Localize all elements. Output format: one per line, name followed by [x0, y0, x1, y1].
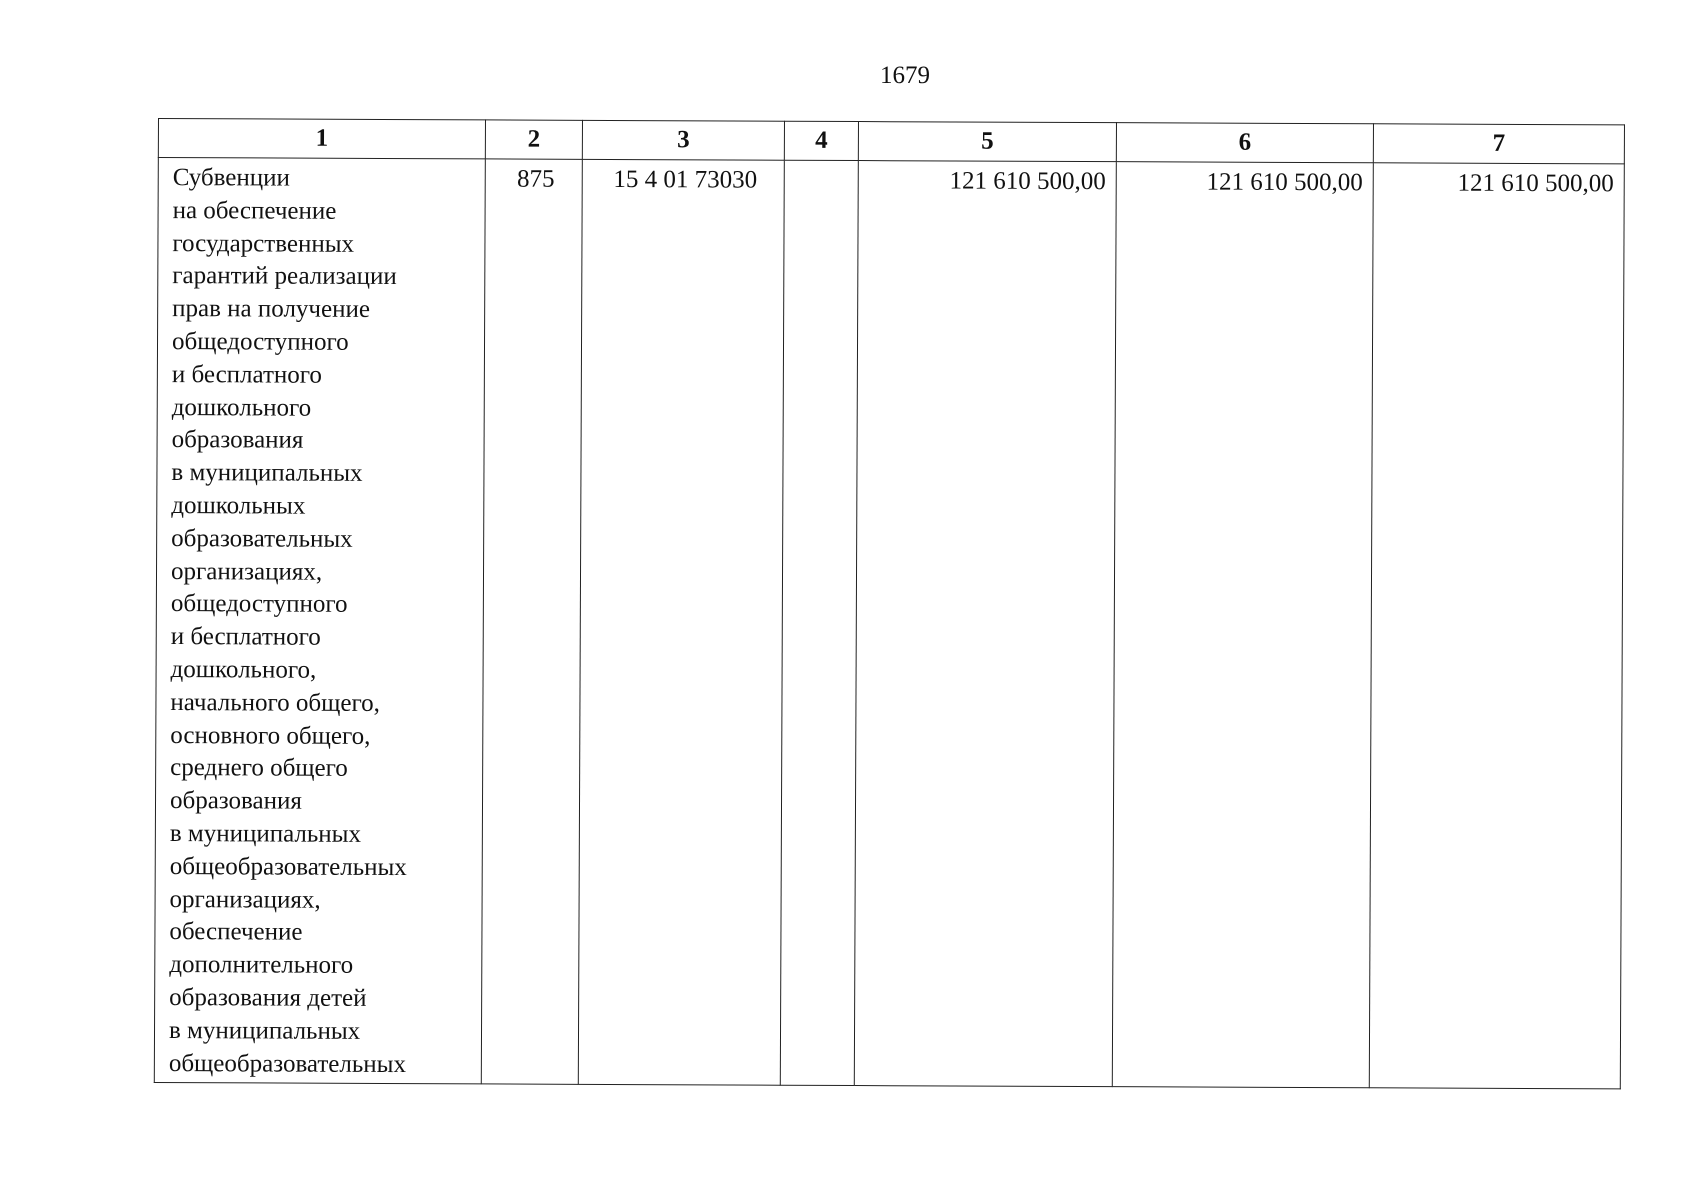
admin-code-cell: 875	[481, 159, 582, 1084]
header-col-5: 5	[858, 122, 1116, 162]
name-line: образовательных	[171, 524, 353, 553]
name-line: обеспечение	[169, 918, 303, 946]
name-line: дошкольного	[171, 393, 312, 422]
name-line: государственных	[172, 229, 355, 258]
amount-2-cell: 121 610 500,00	[1112, 162, 1373, 1088]
table-row	[154, 158, 1624, 1089]
amount-3-cell: 121 610 500,00	[1369, 163, 1624, 1089]
name-line: дошкольного,	[170, 656, 317, 684]
page-number: 1679	[880, 62, 930, 89]
name-line: в муниципальных	[169, 819, 362, 848]
name-line: начального общего,	[170, 688, 380, 717]
header-col-7: 7	[1373, 124, 1624, 164]
budget-table-container	[154, 118, 1624, 1089]
header-col-2: 2	[485, 120, 582, 159]
header-row	[158, 119, 1624, 164]
name-line: основного общего,	[170, 721, 371, 750]
name-line: общедоступного	[170, 590, 348, 619]
name-line: дополнительного	[169, 951, 354, 979]
target-article-cell: 15 4 01 73030	[578, 159, 784, 1085]
header-col-4: 4	[784, 121, 858, 160]
header-col-3: 3	[582, 120, 784, 160]
name-line: организациях,	[170, 557, 323, 586]
name-line: в муниципальных	[171, 459, 363, 488]
name-line: и бесплатного	[171, 360, 323, 389]
name-line: и бесплатного	[170, 623, 321, 651]
name-line: общеобразовательных	[169, 852, 407, 881]
name-line: образования детей	[169, 983, 367, 1012]
name-line: Субвенции	[172, 164, 291, 192]
amount-1-cell: 121 610 500,00	[854, 161, 1116, 1087]
header-col-6: 6	[1116, 123, 1373, 163]
name-line: гарантий реализации	[172, 262, 397, 291]
row-name-cell	[154, 158, 485, 1084]
name-line: общедоступного	[171, 328, 349, 356]
name-line: образования	[171, 426, 304, 455]
name-line: образования	[169, 787, 302, 815]
name-line: среднего общего	[170, 754, 348, 783]
name-line: в муниципальных	[168, 1016, 361, 1045]
name-line: прав на получение	[172, 295, 371, 324]
name-line: организациях,	[169, 885, 321, 914]
name-line: дошкольных	[171, 492, 306, 520]
expense-type-cell	[780, 160, 858, 1085]
header-col-1: 1	[158, 119, 485, 159]
name-line: на обеспечение	[172, 196, 337, 225]
name-line: общеобразовательных	[168, 1049, 407, 1078]
budget-table	[154, 118, 1625, 1089]
